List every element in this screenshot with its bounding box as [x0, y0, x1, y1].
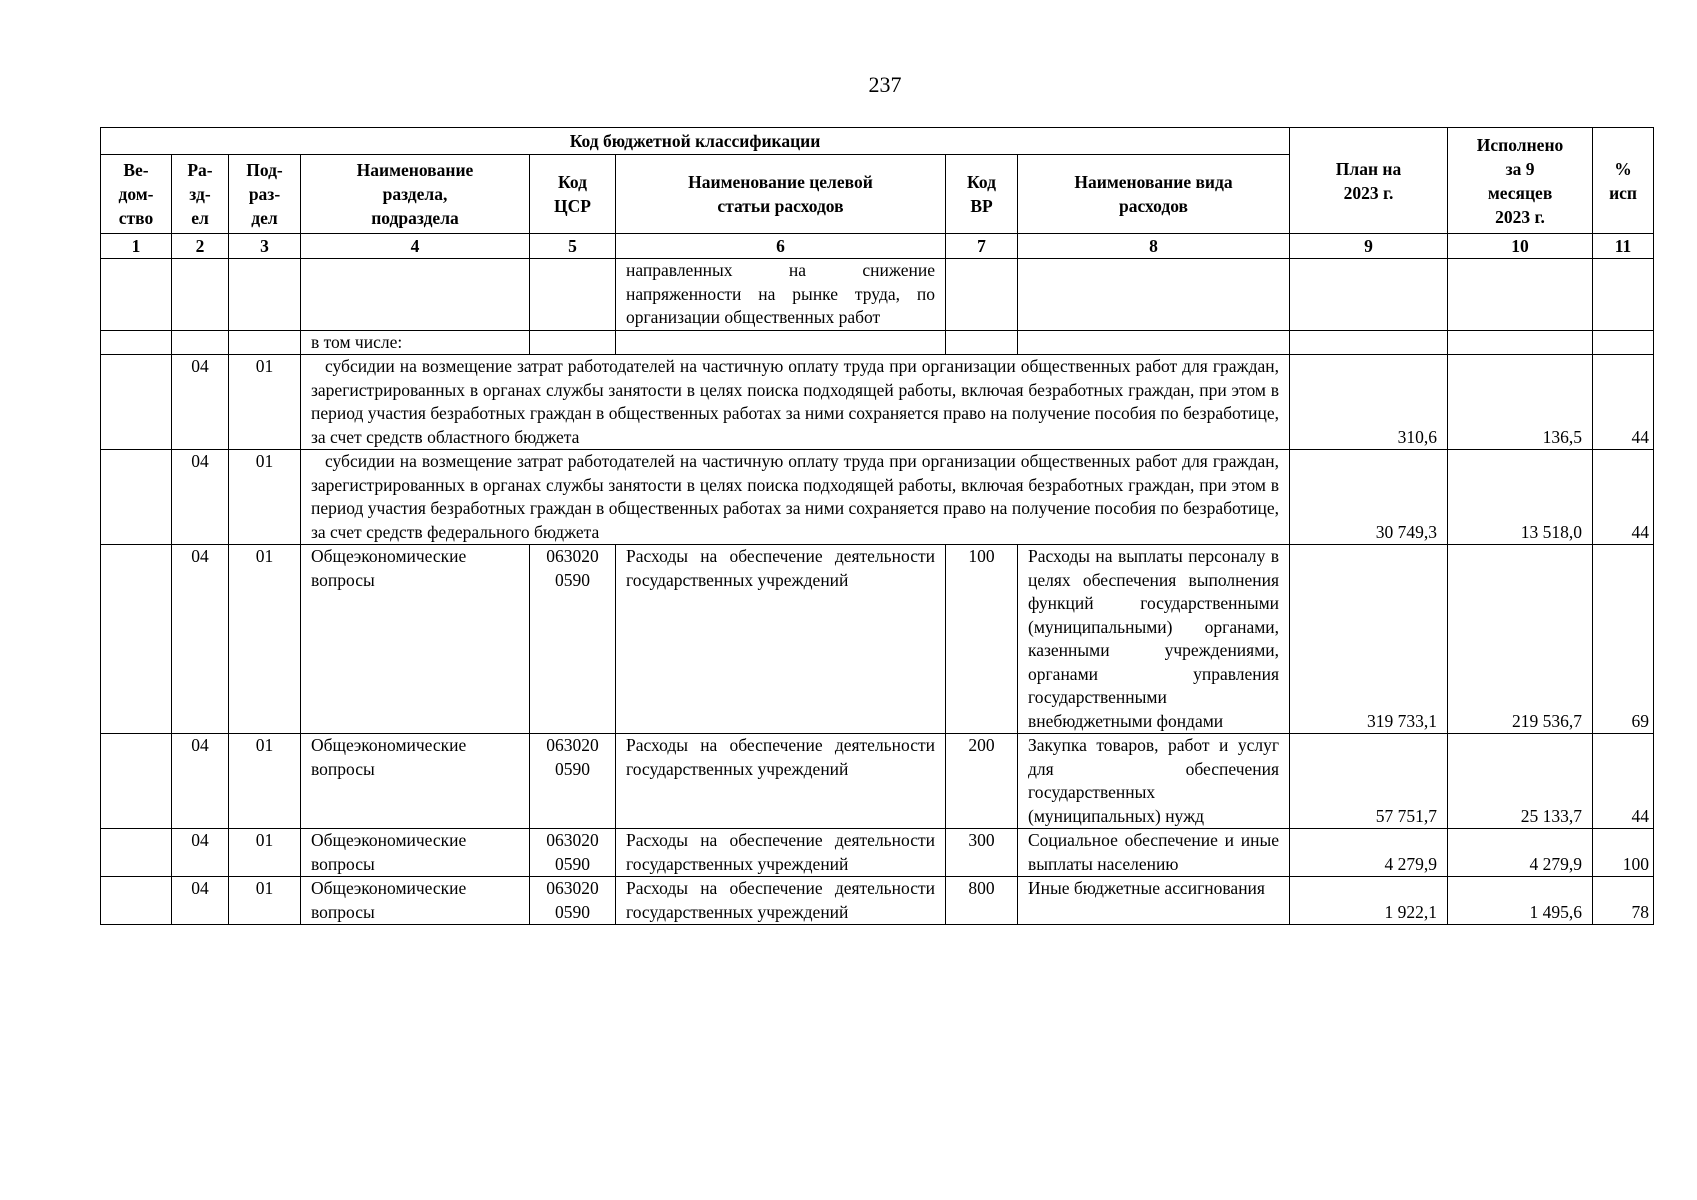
header-plan: План на 2023 г. — [1290, 128, 1448, 234]
razdel-cell: 04 — [172, 355, 229, 450]
column-number: 2 — [172, 234, 229, 259]
budget-table — [100, 127, 1654, 925]
podrazdel-cell: 01 — [229, 877, 301, 925]
header-razdel: Ра- зд- ел — [172, 155, 229, 234]
page-number: 237 — [868, 72, 902, 97]
header-group-title: Код бюджетной классификации — [101, 128, 1290, 155]
section-name-cell: Общеэкономические вопросы — [301, 545, 530, 734]
target-name-cell: Расходы на обеспечение деятельности государственных учреждений — [616, 877, 946, 925]
table-row — [101, 450, 1654, 545]
plan-cell: 1 922,1 — [1290, 877, 1448, 925]
percent-cell: 78 — [1593, 877, 1654, 925]
plan-cell: 310,6 — [1290, 355, 1448, 450]
header-podrazdel: Под- раз- дел — [229, 155, 301, 234]
table-row — [101, 355, 1654, 450]
section-name-cell: Общеэкономические вопросы — [301, 877, 530, 925]
header-vedomstvo: Ве- дом- ство — [101, 155, 172, 234]
executed-cell: 136,5 — [1448, 355, 1593, 450]
table-row — [101, 545, 1654, 734]
vr-cell: 300 — [946, 829, 1018, 877]
column-number-row — [101, 234, 1654, 259]
continuation-target-text: направленных на снижение напряженности на рынке труда, по организации общественных работ — [616, 259, 946, 331]
column-number: 1 — [101, 234, 172, 259]
executed-cell: 4 279,9 — [1448, 829, 1593, 877]
section-name-cell: Общеэкономические вопросы — [301, 734, 530, 829]
column-number: 7 — [946, 234, 1018, 259]
table-row — [101, 877, 1654, 925]
razdel-cell: 04 — [172, 545, 229, 734]
subsidy-text: субсидии на возмещение затрат работодателей на частичную оплату труда при организации общественных работ для граждан, зарегистрированных в органах службы занятости в целях поиска подходящей работы, включая безработных граждан, при этом в период участия безработных граждан в общественных работах за ними сохраняется право на получение пособия по безработице, за счет средств областного бюджета — [301, 355, 1290, 450]
header-row-1 — [101, 128, 1654, 155]
plan-cell: 30 749,3 — [1290, 450, 1448, 545]
percent-cell: 69 — [1593, 545, 1654, 734]
column-number: 9 — [1290, 234, 1448, 259]
percent-cell: 44 — [1593, 355, 1654, 450]
podrazdel-cell: 01 — [229, 545, 301, 734]
executed-cell: 219 536,7 — [1448, 545, 1593, 734]
target-name-cell: Расходы на обеспечение деятельности государственных учреждений — [616, 545, 946, 734]
expense-type-cell: Расходы на выплаты персоналу в целях обеспечения выполнения функций государственными (муниципальными) органами, казенными учреждениями, органами управления государственными внебюджетными фондами — [1018, 545, 1290, 734]
executed-cell: 1 495,6 — [1448, 877, 1593, 925]
executed-cell: 25 133,7 — [1448, 734, 1593, 829]
column-number: 3 — [229, 234, 301, 259]
target-name-cell: Расходы на обеспечение деятельности государственных учреждений — [616, 829, 946, 877]
subsidy-text: субсидии на возмещение затрат работодателей на частичную оплату труда при организации общественных работ для граждан, зарегистрированных в органах службы занятости в целях поиска подходящей работы, включая безработных граждан, при этом в период участия безработных граждан в общественных работах за ними сохраняется право на получение пособия по безработице, за счет средств федерального бюджета — [301, 450, 1290, 545]
csr-cell: 063020 0590 — [530, 829, 616, 877]
plan-cell: 319 733,1 — [1290, 545, 1448, 734]
target-name-cell: Расходы на обеспечение деятельности государственных учреждений — [616, 734, 946, 829]
header-target-name: Наименование целевой статьи расходов — [616, 155, 946, 234]
podrazdel-cell: 01 — [229, 829, 301, 877]
header-executed: Исполнено за 9 месяцев 2023 г. — [1448, 128, 1593, 234]
podrazdel-cell: 01 — [229, 355, 301, 450]
razdel-cell: 04 — [172, 829, 229, 877]
executed-cell: 13 518,0 — [1448, 450, 1593, 545]
header-expense-type: Наименование вида расходов — [1018, 155, 1290, 234]
column-number: 5 — [530, 234, 616, 259]
csr-cell: 063020 0590 — [530, 545, 616, 734]
column-number: 11 — [1593, 234, 1654, 259]
csr-cell: 063020 0590 — [530, 877, 616, 925]
vr-cell: 100 — [946, 545, 1018, 734]
expense-type-cell: Иные бюджетные ассигнования — [1018, 877, 1290, 925]
column-number: 6 — [616, 234, 946, 259]
header-vr: Код ВР — [946, 155, 1018, 234]
continuation-row — [101, 259, 1654, 331]
podrazdel-cell: 01 — [229, 734, 301, 829]
csr-cell: 063020 0590 — [530, 734, 616, 829]
expense-type-cell: Социальное обеспечение и иные выплаты населению — [1018, 829, 1290, 877]
podrazdel-cell: 01 — [229, 450, 301, 545]
column-number: 4 — [301, 234, 530, 259]
table-row — [101, 829, 1654, 877]
including-row — [101, 330, 1654, 355]
column-number: 8 — [1018, 234, 1290, 259]
razdel-cell: 04 — [172, 734, 229, 829]
column-number: 10 — [1448, 234, 1593, 259]
plan-cell: 57 751,7 — [1290, 734, 1448, 829]
vr-cell: 200 — [946, 734, 1018, 829]
vr-cell: 800 — [946, 877, 1018, 925]
percent-cell: 44 — [1593, 450, 1654, 545]
section-name-cell: Общеэкономические вопросы — [301, 829, 530, 877]
table-row — [101, 734, 1654, 829]
header-csr: Код ЦСР — [530, 155, 616, 234]
percent-cell: 44 — [1593, 734, 1654, 829]
header-percent: % исп — [1593, 128, 1654, 234]
header-section-name: Наименование раздела, подраздела — [301, 155, 530, 234]
razdel-cell: 04 — [172, 450, 229, 545]
plan-cell: 4 279,9 — [1290, 829, 1448, 877]
expense-type-cell: Закупка товаров, работ и услуг для обеспечения государственных (муниципальных) нужд — [1018, 734, 1290, 829]
razdel-cell: 04 — [172, 877, 229, 925]
percent-cell: 100 — [1593, 829, 1654, 877]
including-label: в том числе: — [301, 330, 530, 355]
